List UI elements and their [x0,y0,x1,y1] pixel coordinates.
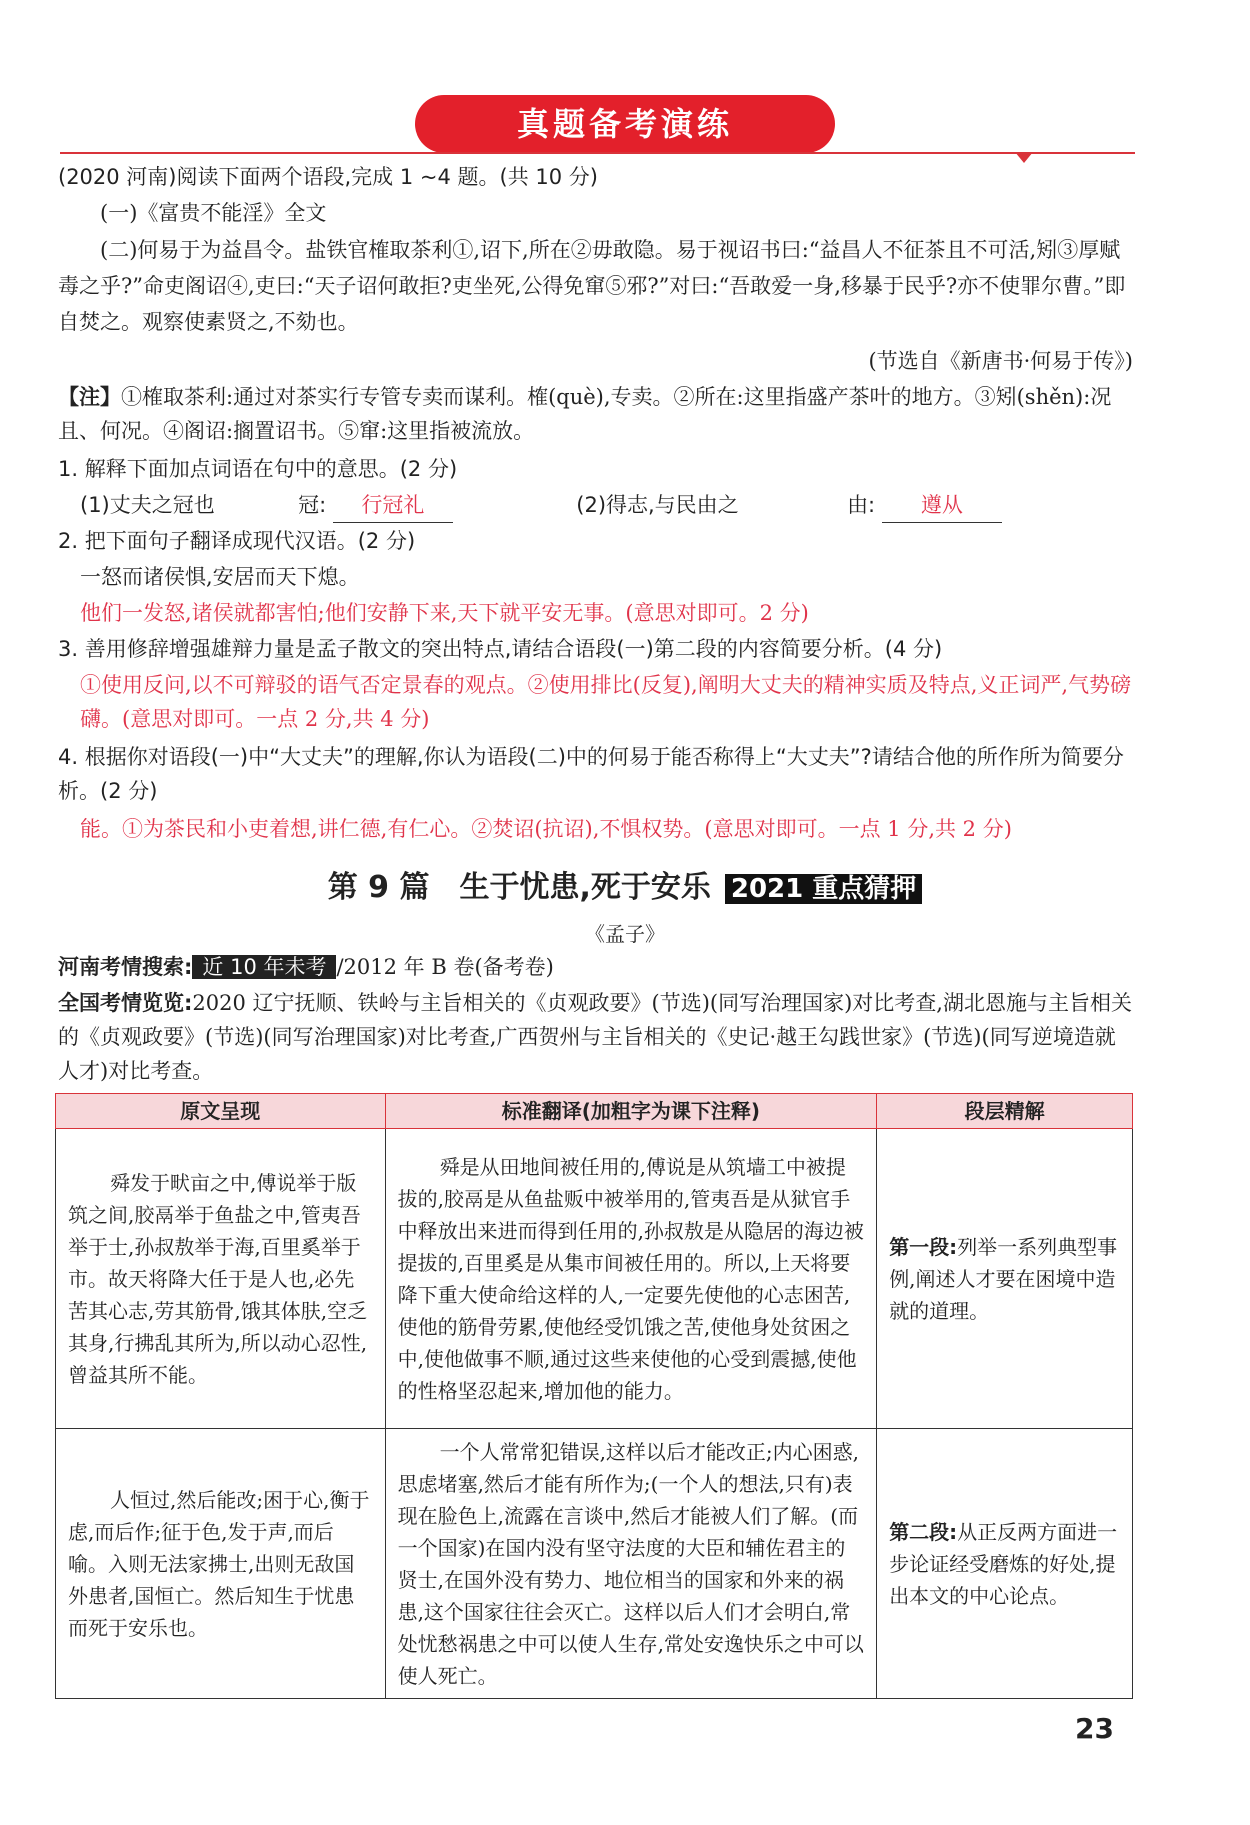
q1-a-answer-field[interactable] [333,488,453,523]
exam-overview [58,986,1133,1088]
section-banner [60,90,1135,170]
intro-line: (2020 河南)阅读下面两个语段,完成 1 ~4 题。(共 10 分) [58,165,598,189]
banner-title: 真题备考演练 [415,95,835,153]
header-analysis: 段层精解 [877,1094,1133,1129]
passage-two: (二)何易于为益昌令。盐铁官榷取茶利①,诏下,所在②毋敢隐。易于视诏书曰:“益昌人不征茶且不可活,矧③厚赋毒之乎?”命吏阁诏④,吏曰:“天子诏何敢拒?吏坐死,公得免窜⑤邪?”对曰:“吾敢爱一身,移暴于民乎?亦不使罪尔曹。”即自焚之。观察使素贤之,不劾也。 [58,238,1126,334]
cell-translation: 一个人常常犯错误,这样以后才能改正;内心困惑,思虑堵塞,然后才能有所作为;(一个人的想法,只有)表现在脸色上,流露在言谈中,然后才能被人们了解。(而一个国家)在国内没有坚守法度的大臣和辅佐君主的贤士,在国外没有势力、地位相当的国家和外来的祸患,这个国家往往会灭亡。这样以后人们才会明白,常处忧愁祸患之中可以使人生存,常处安逸快乐之中可以使人死亡。 [385,1429,877,1699]
q1-a-answer: 行冠礼 [361,493,425,517]
cell-translation: 舜是从田地间被任用的,傅说是从筑墙工中被提拔的,胶鬲是从鱼盐贩中被举用的,管夷吾是从狱官手中释放出来进而得到任用的,孙叔敖是从隐居的海边被提拔的,百里奚是从集市间被任用的。所以,上天将要降下重大使命给这样的人,一定要先使他的心志困苦,使他的筋骨劳累,使他经受饥饿之苦,使他身处贫困之中,使他做事不顺,通过这些来使他的心受到震撼,使他的性格坚忍起来,增加他的能力。 [385,1129,877,1429]
analysis-label: 第一段: [889,1234,958,1259]
search-tag: 近 10 年未考 [192,955,336,979]
section-heading [0,862,1250,906]
search-rest: /2012 年 B 卷(备考卷) [336,955,554,979]
analysis-text: 列举一系列典型事例,阐述人才要在困境中造就的道理。 [889,1234,1118,1323]
overview-label: 全国考情览览: [58,991,193,1015]
q1-b-word: 由: [847,493,876,517]
note-label: 【注】 [58,385,121,409]
q4-answer: 能。①为茶民和小吏着想,讲仁德,有仁心。②焚诏(抗诏),不惧权势。(意思对即可。一点 1 分,共 2 分) [80,817,1012,841]
table-header-row [56,1094,1133,1129]
q1-items [58,488,1133,523]
cell-original: 舜发于畎亩之中,傅说举于版筑之间,胶鬲举于鱼盐之中,管夷吾举于士,孙叔敖举于海,百里奚举于市。故天将降大任于是人也,必先苦其心志,劳其筋骨,饿其体肤,空乏其身,行拂乱其所为,所以动心忍性,曾益其所不能。 [56,1129,386,1429]
q2-stem: 2. 把下面句子翻译成现代汉语。(2 分) [58,529,416,553]
overview-text: 2020 辽宁抚顺、铁岭与主旨相关的《贞观政要》(节选)(同写治理国家)对比考查,湖北恩施与主旨相关的《贞观政要》(节选)(同写治理国家)对比考查,广西贺州与主旨相关的《史记·越王勾践世家》(节选)(同写逆境造就人才)对比考查。 [58,991,1132,1083]
analysis-label: 第二段: [889,1519,958,1544]
header-translation: 标准翻译(加粗字为课下注释) [385,1094,877,1129]
q2-answer: 他们一发怒,诸侯就都害怕;他们安静下来,天下就平安无事。(意思对即可。2 分) [80,601,809,625]
q1-b-text: (2)得志,与民由之 [576,493,739,517]
q3-answer: ①使用反问,以不可辩驳的语气否定景春的观点。②使用排比(反复),阐明大丈夫的精神实质及特点,义正词严,气势磅礴。(意思对即可。一点 2 分,共 4 分) [80,673,1132,731]
passage-one-title: (一)《富贵不能淫》全文 [100,201,327,225]
q1-b-answer-field[interactable] [882,488,1002,523]
exam-search [58,950,1133,984]
q1-stem: 1. 解释下面加点词语在句中的意思。(2 分) [58,457,458,481]
cell-original: 人恒过,然后能改;困于心,衡于虑,而后作;征于色,发于声,而后喻。入则无法家拂士,出则无敌国外患者,国恒亡。然后知生于忧患而死于安乐也。 [56,1429,386,1699]
q3-stem: 3. 善用修辞增强雄辩力量是孟子散文的突出特点,请结合语段(一)第二段的内容简要分析。(4 分) [58,637,943,661]
table-row [56,1429,1133,1699]
q1-a-word: 冠: [298,493,327,517]
book-name: 《孟子》 [585,922,665,946]
search-label: 河南考情搜索: [58,955,193,979]
q1-b-answer: 遵从 [920,493,963,517]
cell-analysis [877,1129,1133,1429]
note-text: ①榷取茶利:通过对茶实行专管专卖而谋利。榷(què),专卖。②所在:这里指盛产茶叶的地方。③矧(shěn):况且、何况。④阁诏:搁置诏书。⑤窜:这里指被流放。 [58,385,1112,443]
section-title: 第 9 篇 生于忧患,死于安乐 [327,870,711,905]
header-original: 原文呈现 [56,1094,386,1129]
q1-a-text: (1)丈夫之冠也 [80,493,215,517]
passage-source: (节选自《新唐书·何易于传》) [868,349,1133,373]
banner-divider [60,152,1135,154]
cell-analysis [877,1429,1133,1699]
table-row [56,1129,1133,1429]
comparison-table [55,1093,1133,1699]
page-number: 23 [1075,1712,1114,1745]
section-tag: 2021 重点猜押 [725,874,922,904]
q4-stem: 4. 根据你对语段(一)中“大丈夫”的理解,你认为语段(二)中的何易于能否称得上“大丈夫”?请结合他的所作所为简要分析。(2 分) [58,745,1124,803]
analysis-text: 从正反两方面进一步论证经受磨炼的好处,提出本文的中心论点。 [889,1519,1118,1608]
notes [58,380,1133,448]
q2-sentence: 一怒而诸侯惧,安居而天下熄。 [80,565,360,589]
